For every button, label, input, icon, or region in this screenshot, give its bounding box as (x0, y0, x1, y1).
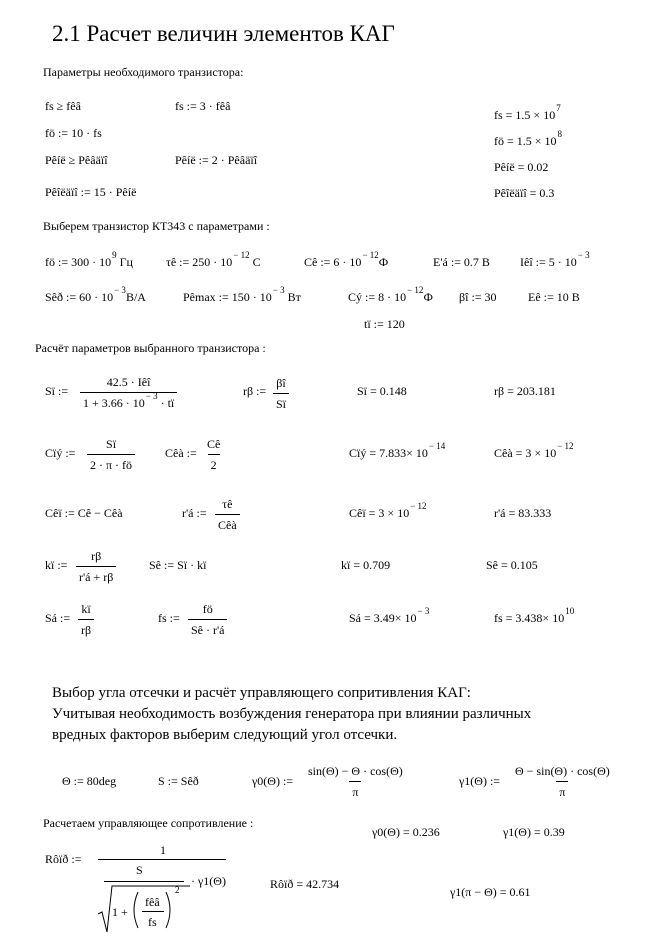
r-main-bar (98, 859, 226, 860)
g0-lhs: γ0(Θ) := (252, 774, 294, 788)
r-numerator: 1 (160, 843, 166, 857)
transistor-tau: τê := $250 \cdot 10^{- 12}$ С (166, 250, 261, 269)
r-inner-bar (142, 911, 164, 912)
r-sub-bar (104, 881, 184, 882)
s-def: S := Sêð (158, 774, 199, 788)
fs-definition: fs := 3 · fêâ (175, 99, 231, 113)
transistor-cy: Cý := $8 \cdot 10^{- 12}Ф$ (348, 285, 433, 304)
choice-line-3: вредных факторов выберим следующий угол отсечки. (52, 727, 398, 743)
r-square: 2 (175, 885, 180, 895)
g0-fraction: $\frac{\sin(\Theta) - \Theta \cdot \cos(\Theta)}{\pi}$ (308, 764, 403, 799)
choice-line-2: Учитывая необходимость возбуждения генератора при влиянии различных (52, 706, 532, 722)
ko-lhs: kï := (45, 558, 68, 572)
fs-lhs: fs := (158, 611, 180, 625)
so-lhs: Sï := (45, 384, 69, 398)
cp-lhs: Cêï := Cê − Cêà (45, 506, 123, 520)
cy-fraction: $\frac{Sï}{2 \cdot \pi \cdot fö}$ (87, 437, 135, 473)
g1-fraction: $\frac{\Theta - \sin(\Theta) \cdot \cos(\Theta)}{\pi}$ (515, 764, 610, 799)
r-result: Rôïð = 42.734 (270, 877, 340, 891)
rb-result: rβ = 203.181 (494, 384, 556, 398)
fs-result-10: fs = $3.438\times 10^{10}$ (494, 606, 575, 625)
ctrl-heading: Расчетаем управляющее сопротивление : (43, 816, 254, 830)
r-lhs: Rôïð := (45, 852, 82, 866)
ca-lhs: Cêà := (165, 446, 197, 460)
so-numerator: 42.5 · Iêî (106, 375, 151, 389)
transistor-ek: Eê := 10 В (528, 290, 580, 304)
ko-fraction: $\frac{r\beta}{r'á + r\beta}$ (76, 549, 116, 585)
transistor-fo: fö := $300 \cdot 10^9$ Гц (45, 250, 133, 269)
power-condition: Pêíë ≥ Pêâäïî (45, 153, 108, 167)
transistor-heading: Выберем транзистор КТ343 с параметрами : (43, 219, 270, 233)
ko-result: kï = 0.709 (341, 558, 391, 572)
cy-result: Cïý = $7.833\times 10^{- 14}$ (349, 441, 446, 460)
transistor-s: Sêð := $60 \cdot 10^{- 3}В/А$ (45, 285, 146, 304)
fo-result: fö = $1.5 \times 10^8$ (494, 129, 563, 148)
r-inner-denominator: fs (148, 915, 157, 929)
transistor-ck: Cê := $6 \cdot 10^{- 12}Ф$ (304, 250, 389, 269)
sb-result: Sá = $3.49\times 10^{- 3}$ (349, 606, 430, 625)
pdop-result: Pêîëäïî = 0.3 (494, 186, 555, 200)
sb-fraction: $\frac{kï}{r\beta}$ (78, 602, 94, 638)
calc-heading: Расчёт параметров выбранного транзистора : (35, 341, 266, 355)
g1-lhs: γ1(Θ) := (459, 774, 501, 788)
page-title: 2.1 Расчет величин элементов КАГ (52, 21, 395, 46)
sk-lhs: Sê := Sï · kï (149, 558, 207, 572)
fs-result: fs = $1.5 \times 10^7$ (494, 103, 561, 122)
transistor-beta: βî := 30 (459, 290, 497, 304)
rb-lhs: rβ := (243, 384, 267, 398)
transistor-t: tï := 120 (364, 317, 405, 331)
transistor-ev: E'á := 0.7 В (433, 255, 490, 269)
sb-lhs: Sá := (45, 611, 71, 625)
ca-result: Cêà = $3 \times 10^{- 12}$ (494, 441, 574, 460)
rv-fraction: τê Cêà (215, 497, 240, 533)
so-result: Sï = 0.148 (357, 384, 407, 398)
r-one-plus: 1 + (112, 905, 128, 919)
rv-lhs: r'á := (182, 506, 207, 520)
choice-line-1: Выбор угла отсечки и расчёт управляющего сопритивления КАГ: (52, 685, 471, 701)
fs-condition: fs ≥ fêâ (45, 99, 81, 113)
cy-lhs: Cïý := (45, 446, 76, 460)
transistor-pmax: Pêmax := $150 \cdot 10^{- 3}$ Вт (183, 285, 301, 304)
pdop-definition: Pêîëäïî := 15 · Pêíë (45, 185, 137, 199)
rb-fraction: $\frac{\beta î}{Sï}$ (273, 376, 289, 412)
g0-result: γ0(Θ) = 0.236 (372, 825, 440, 839)
sk-result: Sê = 0.105 (486, 558, 538, 572)
r-inner-numerator: fêâ (145, 895, 160, 909)
fo-definition: fö := 10 · fs (45, 126, 102, 140)
g1pi-result: γ1(π − Θ) = 0.61 (450, 885, 531, 899)
r-gamma: · γ1(Θ) (191, 874, 226, 888)
rv-result: r'á = 83.333 (494, 506, 552, 520)
theta-def: Θ := 80deg (62, 774, 117, 788)
r-s: S (136, 863, 143, 877)
transistor-ik: Iêî := $5 \cdot 10^{- 3}$ (520, 250, 590, 269)
so-denominator: $1 + 3.66 \cdot 10^{- 3}$ · tï (80, 392, 177, 411)
fs-fraction: $\frac{fö}{Sê \cdot r'á}$ (188, 602, 227, 638)
so-fraction (80, 375, 177, 411)
cp-result: Cêï = $3 \times 10^{- 12}$ (349, 501, 427, 520)
params-heading: Параметры необходимого транзистора: (43, 65, 244, 79)
g1-result: γ1(Θ) = 0.39 (503, 825, 565, 839)
power-definition: Pêíë := 2 · Pêâäïî (175, 153, 258, 167)
power-result: Pêíë = 0.02 (494, 160, 549, 174)
ca-fraction: $\frac{Cê}{2}$ (207, 437, 221, 472)
